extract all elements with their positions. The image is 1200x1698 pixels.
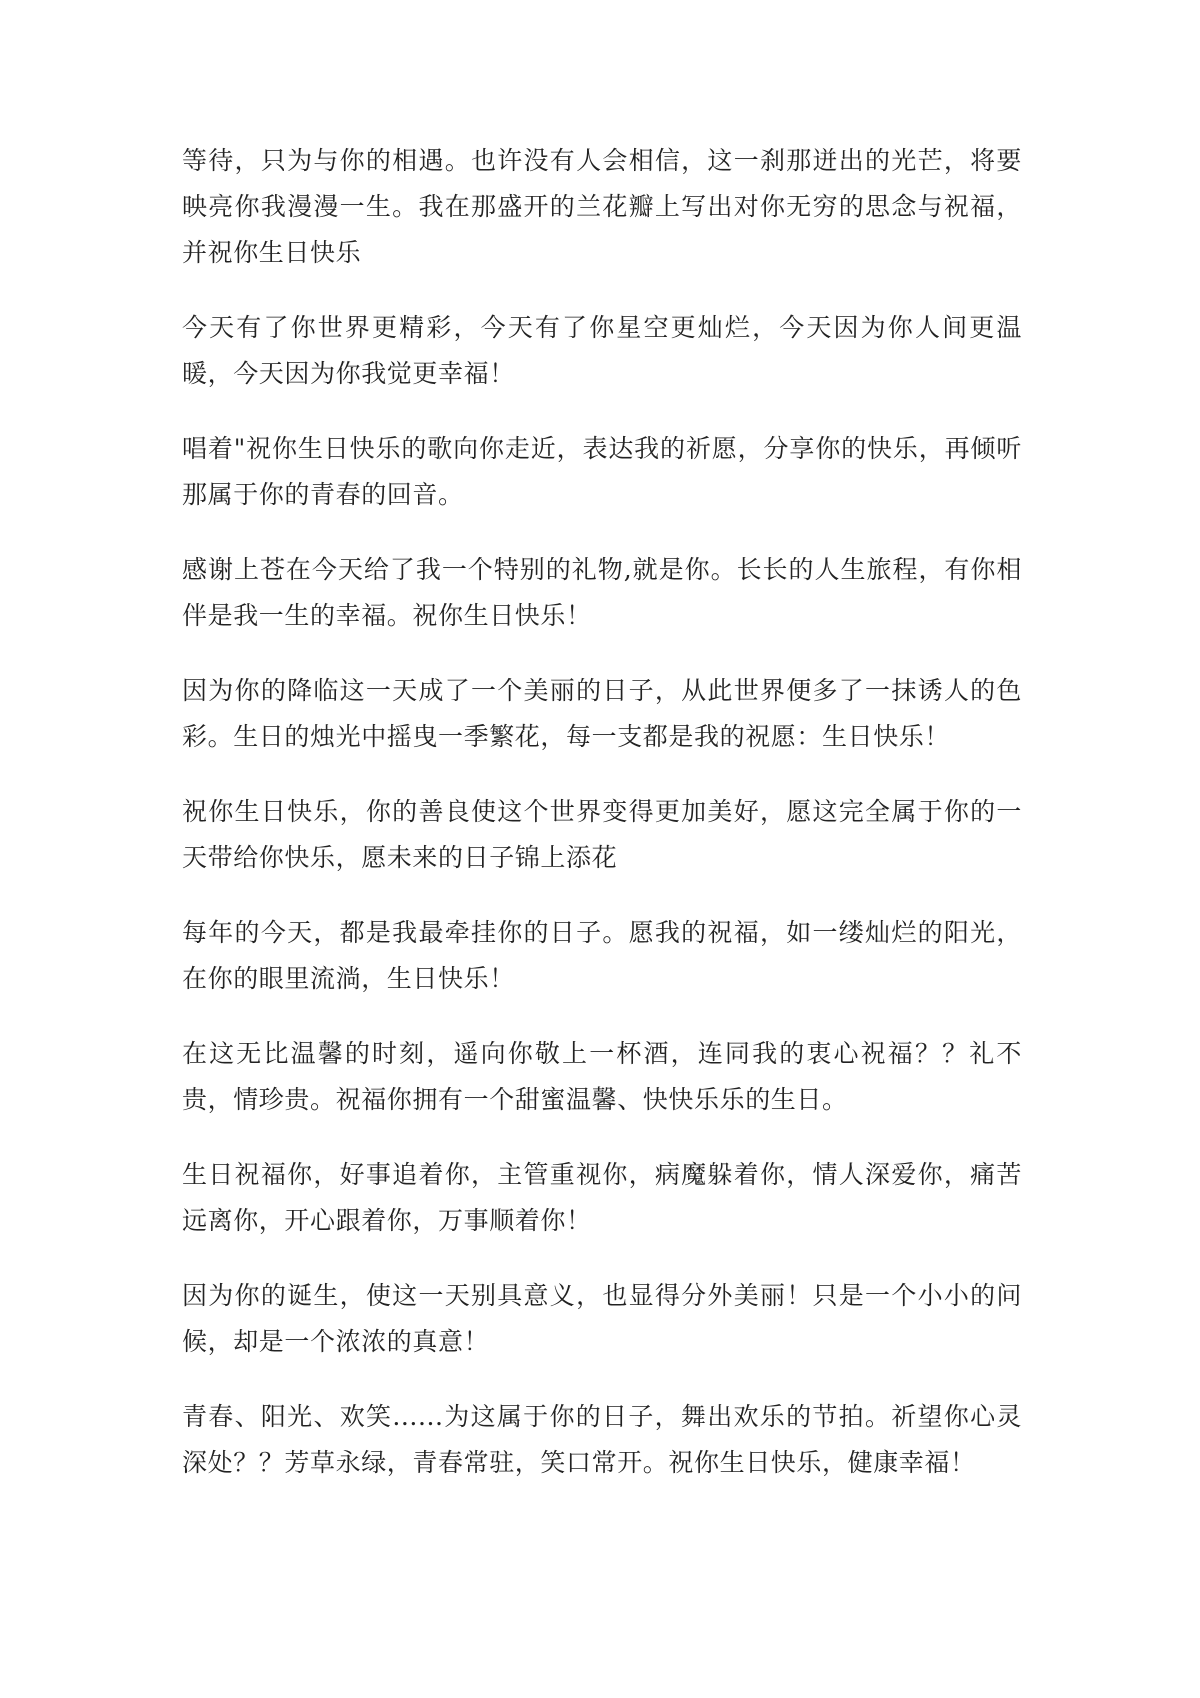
paragraph: 在这无比温馨的时刻，遥向你敬上一杯酒，连同我的衷心祝福？？礼不贵，情珍贵。祝福你拥有一个甜蜜温馨、快快乐乐的生日。 — [182, 1039, 1022, 1114]
paragraph: 等待，只为与你的相遇。也许没有人会相信，这一刹那迸出的光芒，将要映亮你我漫漫一生。我在那盛开的兰花瓣上写出对你无穷的思念与祝福，并祝你生日快乐 — [182, 146, 1022, 267]
paragraph: 因为你的诞生，使这一天别具意义，也显得分外美丽！只是一个小小的问候，却是一个浓浓的真意！ — [182, 1281, 1022, 1356]
paragraph: 今天有了你世界更精彩，今天有了你星空更灿烂，今天因为你人间更温暖，今天因为你我觉更幸福！ — [182, 313, 1022, 388]
paragraph: 祝你生日快乐，你的善良使这个世界变得更加美好，愿这完全属于你的一天带给你快乐，愿未来的日子锦上添花 — [182, 797, 1022, 872]
paragraph: 生日祝福你，好事追着你，主管重视你，病魔躲着你，情人深爱你，痛苦远离你，开心跟着你，万事顺着你！ — [182, 1160, 1022, 1235]
paragraph: 每年的今天，都是我最牵挂你的日子。愿我的祝福，如一缕灿烂的阳光，在你的眼里流淌，生日快乐！ — [182, 918, 1022, 993]
document-body — [182, 138, 1022, 1515]
paragraph: 因为你的降临这一天成了一个美丽的日子，从此世界便多了一抹诱人的色彩。生日的烛光中摇曳一季繁花，每一支都是我的祝愿：生日快乐！ — [182, 676, 1022, 751]
paragraph: 青春、阳光、欢笑......为这属于你的日子，舞出欢乐的节拍。祈望你心灵深处？？芳草永绿，青春常驻，笑口常开。祝你生日快乐，健康幸福！ — [182, 1402, 1022, 1477]
paragraph: 唱着"祝你生日快乐的歌向你走近，表达我的祈愿，分享你的快乐，再倾听那属于你的青春的回音。 — [182, 434, 1022, 509]
paragraph: 感谢上苍在今天给了我一个特别的礼物,就是你。长长的人生旅程，有你相伴是我一生的幸福。祝你生日快乐！ — [182, 555, 1022, 630]
